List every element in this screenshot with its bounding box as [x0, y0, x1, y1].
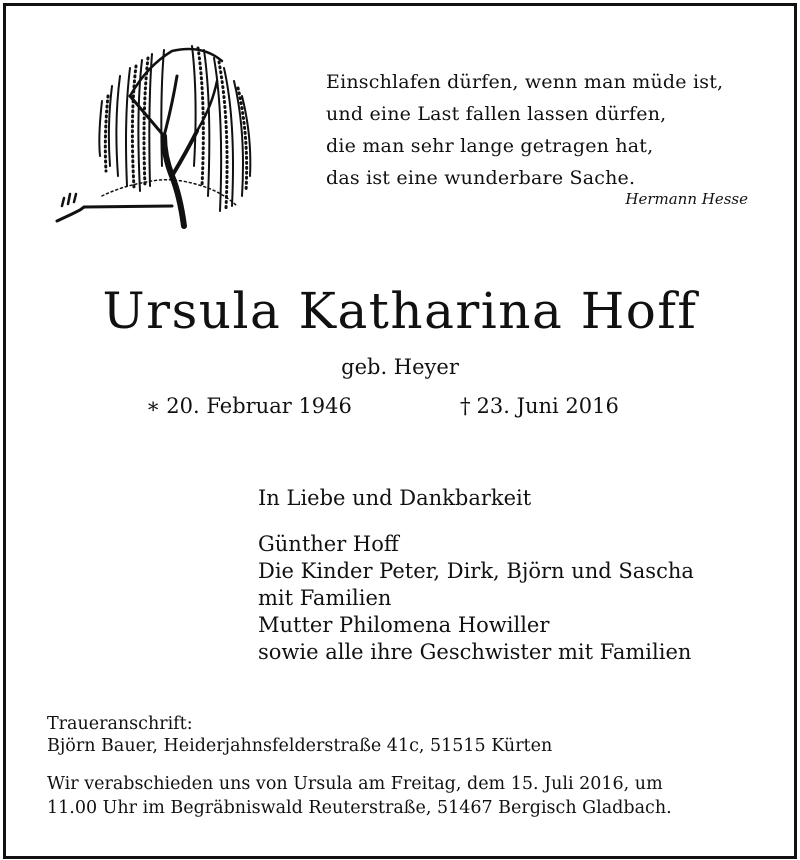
mourners-intro: In Liebe und Dankbarkeit	[258, 486, 532, 510]
death-date: 23. Juni 2016	[476, 394, 619, 418]
weeping-willow-icon	[52, 36, 257, 232]
mourner-line: Die Kinder Peter, Dirk, Björn und Sascha	[258, 559, 694, 583]
contact-label: Traueranschrift:	[47, 714, 193, 734]
birth-date-line	[146, 394, 352, 418]
quote-line: das ist eine wunderbare Sache.	[326, 167, 636, 189]
mourner-line: Günther Hoff	[258, 532, 399, 556]
mourners-list	[258, 531, 694, 666]
maiden-name: geb. Heyer	[341, 355, 459, 379]
deceased-name: Ursula Katharina Hoff	[102, 282, 698, 340]
contact-address: Björn Bauer, Heiderjahnsfelderstraße 41c, 51515 Kürten	[47, 736, 553, 756]
quote-line: Einschlafen dürfen, wenn man müde ist,	[326, 71, 724, 93]
quote-line: die man sehr lange getragen hat,	[326, 135, 654, 157]
quote-line: und eine Last fallen lassen dürfen,	[326, 103, 667, 125]
mourner-line: Mutter Philomena Howiller	[258, 613, 550, 637]
birth-date: 20. Februar 1946	[166, 394, 352, 418]
death-cross-icon: †	[460, 394, 471, 418]
death-date-line	[460, 394, 619, 418]
epigraph-quote	[326, 66, 723, 194]
birth-star-icon: ∗	[146, 394, 161, 418]
mourner-line: mit Familien	[258, 586, 392, 610]
mourner-line: sowie alle ihre Geschwister mit Familien	[258, 640, 692, 664]
service-line: 11.00 Uhr im Begräbniswald Reuterstraße, 51467 Bergisch Gladbach.	[47, 798, 672, 818]
service-line: Wir verabschieden uns von Ursula am Freitag, dem 15. Juli 2016, um	[47, 774, 663, 794]
service-notice	[47, 772, 672, 820]
quote-author: Hermann Hesse	[625, 190, 748, 208]
